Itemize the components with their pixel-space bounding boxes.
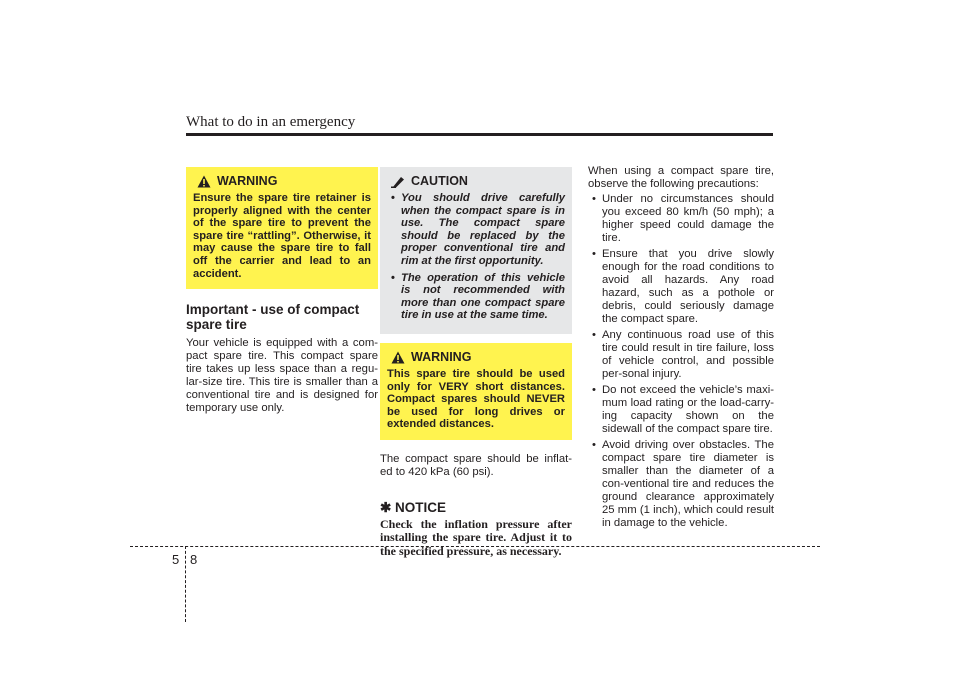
warning-box-retainer	[186, 167, 378, 289]
section-paragraph: Your vehicle is equipped with a com-pact spare tire. This compact spare tire takes up less space than a regu-lar-size tire. This tire is smaller than a conventional tire and is designed for temporary use only.	[186, 337, 378, 415]
notice-heading: ✱ NOTICE	[380, 499, 447, 515]
warning-text: Ensure the spare tire retainer is properly aligned with the center of the spare tire to prevent the spare tire “rattling”. Otherwise, it may cause the spare tire to fall off the carrier and lead to an accident.	[193, 192, 371, 280]
caution-header	[387, 175, 565, 188]
footer-dashed-rule	[130, 546, 820, 547]
page-number: 8	[190, 552, 198, 567]
warning-header	[193, 175, 371, 188]
warning-triangle-icon	[391, 351, 405, 364]
precaution-item: • Ensure that you drive slowly enough for the road conditions to avoid all hazards. Any road hazard, such as a pothole or debris, could seriously damage the compact spare.	[588, 248, 774, 326]
warning-header	[387, 351, 565, 364]
warning-triangle-icon	[197, 175, 211, 188]
page-header-title: What to do in an emergency	[186, 114, 356, 130]
caution-pen-icon	[391, 176, 405, 188]
precaution-item: • Do not exceed the vehicle’s maxi-mum load rating or the load-carry-ing capacity shown on the sidewall of the compact spare tire.	[588, 384, 774, 436]
inflation-paragraph: The compact spare should be inflat-ed to 420 kPa (60 psi).	[380, 452, 572, 478]
caution-item: • The operation of this vehicle is not recommended with more than one compact spare tire in use at the same time.	[387, 272, 565, 322]
caution-box	[380, 167, 572, 334]
caution-list	[387, 192, 565, 322]
column-2	[380, 167, 572, 558]
chapter-number: 5	[172, 552, 180, 567]
footer-dashed-divider	[185, 546, 186, 622]
column-1	[186, 167, 378, 415]
precautions-intro: When using a compact spare tire, observe the following precautions:	[588, 165, 774, 190]
section-title: Important - use of compact spare tire	[186, 302, 360, 333]
caution-label: CAUTION	[411, 174, 468, 188]
precaution-item: • Any continuous road use of this tire could result in tire failure, loss of vehicle control, and possible per-sonal injury.	[588, 329, 774, 381]
header-rule	[186, 133, 773, 136]
caution-item: • You should drive carefully when the compact spare is in use. The compact spare should be replaced by the proper conventional tire and rim at the first opportunity.	[387, 192, 565, 268]
warning-text: This spare tire should be used only for VERY short distances. Compact spares should NEVER be used for long drives or extended distances.	[387, 367, 565, 431]
precaution-item: • Under no circumstances should you exceed 80 km/h (50 mph); a higher speed could damage the tire.	[588, 193, 774, 245]
warning-label: WARNING	[217, 174, 278, 188]
warning-label: WARNING	[411, 349, 472, 364]
column-3	[588, 165, 774, 533]
notice-text: Check the inflation pressure after installing the spare tire. Adjust it to the specified pressure, as necessary.	[380, 516, 572, 558]
precautions-list	[588, 193, 774, 530]
warning-box-short-distance	[380, 343, 572, 440]
precaution-item: • Avoid driving over obstacles. The compact spare tire diameter is smaller than the diameter of a con-ventional tire and reduces the ground clearance approximately 25 mm (1 inch), which could result in damage to the vehicle.	[588, 439, 774, 530]
